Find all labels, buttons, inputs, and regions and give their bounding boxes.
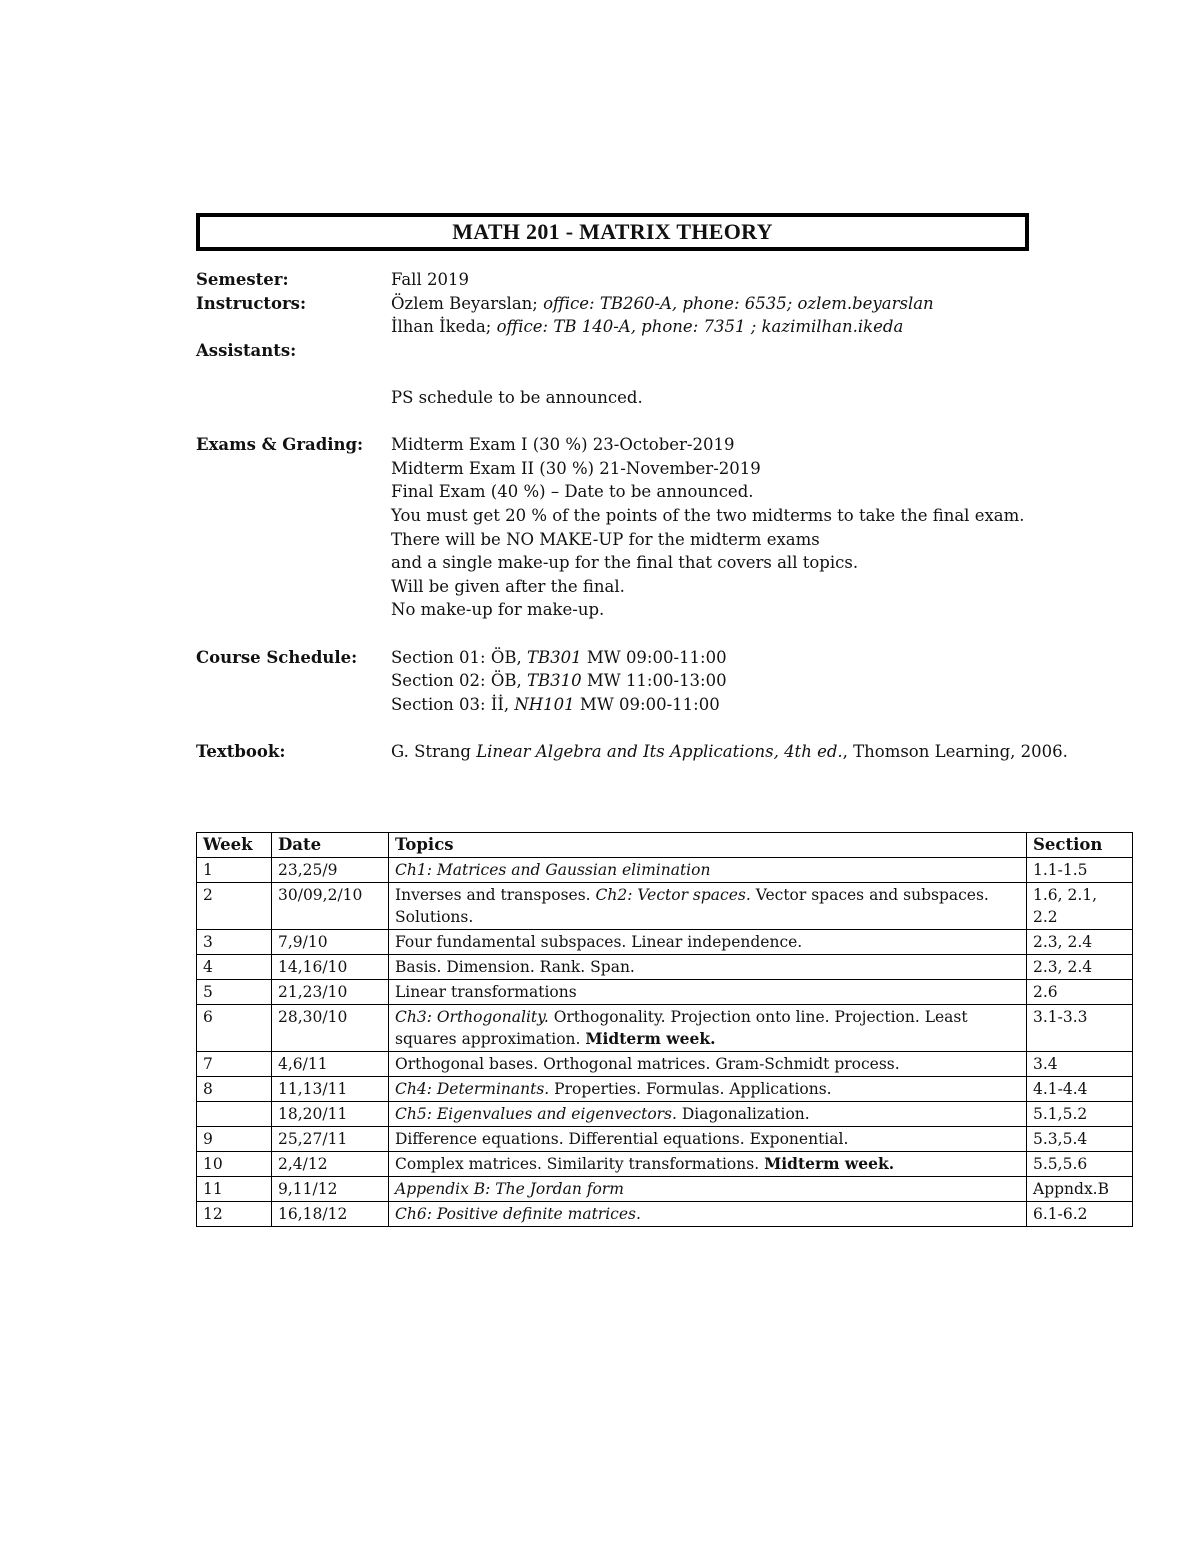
week-cell: 10: [197, 1152, 272, 1177]
table-row: [197, 955, 1133, 980]
semester-label: Semester:: [196, 270, 289, 289]
date-cell: 18,20/11: [272, 1102, 389, 1127]
section-3: [391, 693, 720, 717]
topics-cell: [389, 1052, 1027, 1077]
topic-segment: Properties. Formulas. Applications.: [549, 1080, 832, 1098]
header-date: Date: [272, 833, 389, 858]
section-cell: 6.1-6.2: [1027, 1202, 1133, 1227]
section-3-label: Section 03: İİ,: [391, 694, 515, 714]
table-row: [197, 858, 1133, 883]
textbook-label: Textbook:: [196, 741, 286, 761]
assistants-label: Assistants:: [196, 340, 297, 360]
instructors-label: Instructors:: [196, 293, 307, 313]
date-cell: 14,16/10: [272, 955, 389, 980]
weekly-schedule-table: [196, 832, 1133, 1227]
section-cell: 1.1-1.5: [1027, 858, 1133, 883]
section-3-room: NH101: [514, 694, 575, 714]
topic-segment: Appendix B: The Jordan form: [395, 1180, 624, 1198]
table-row: [197, 1177, 1133, 1202]
section-cell: 2.3, 2.4: [1027, 930, 1133, 955]
table-header-row: [197, 833, 1133, 858]
section-1-label: Section 01: ÖB,: [391, 647, 527, 667]
exam-line: Midterm Exam I (30 %) 23-October-2019: [391, 435, 735, 455]
exam-line: and a single make-up for the final that covers all topics.: [391, 553, 859, 573]
table-row: [197, 980, 1133, 1005]
textbook-title: Linear Algebra and Its Applications, 4th ed.: [476, 741, 843, 761]
section-1-time: MW 09:00-11:00: [581, 647, 727, 667]
topic-segment: Vector spaces and subspaces. Solutions.: [395, 886, 989, 926]
section-2-room: TB310: [526, 671, 582, 691]
table-row: [197, 1127, 1133, 1152]
topic-segment: Ch3: Orthogonality.: [395, 1008, 549, 1026]
topic-segment: Ch5: Eigenvalues and eigenvectors.: [395, 1105, 677, 1123]
exam-line: No make-up for make-up.: [391, 600, 605, 620]
section-2-label: Section 02: ÖB,: [391, 671, 527, 691]
topic-segment: Ch4: Determinants.: [395, 1080, 550, 1098]
table-row: [197, 883, 1133, 930]
instructor-2-detail: office: TB 140-A, phone: 7351 ; kazimilhan.ikeda: [496, 317, 904, 337]
exam-line: Final Exam (40 %) – Date to be announced.: [391, 482, 754, 502]
section-3-time: MW 09:00-11:00: [574, 694, 720, 714]
section-cell: 3.1-3.3: [1027, 1005, 1133, 1052]
header-section: Section: [1027, 833, 1133, 858]
section-1-room: TB301: [526, 647, 582, 667]
header-topics: Topics: [389, 833, 1027, 858]
course-title-box: [196, 213, 1029, 251]
ps-schedule: PS schedule to be announced.: [391, 387, 643, 407]
topics-cell: [389, 1005, 1027, 1052]
date-cell: 28,30/10: [272, 1005, 389, 1052]
topic-segment: Midterm week.: [585, 1029, 716, 1048]
topic-segment: Orthogonal bases. Orthogonal matrices. Gram-Schmidt process.: [395, 1055, 900, 1073]
topic-segment: Four fundamental subspaces. Linear independence.: [395, 933, 803, 951]
table-row: [197, 1005, 1133, 1052]
topic-segment: Linear transformations: [395, 983, 577, 1001]
instructor-1: [391, 292, 934, 316]
date-cell: 9,11/12: [272, 1177, 389, 1202]
exam-line: You must get 20 % of the points of the two midterms to take the final exam.: [391, 505, 1025, 525]
topics-cell: [389, 883, 1027, 930]
date-cell: 7,9/10: [272, 930, 389, 955]
week-cell: 8: [197, 1077, 272, 1102]
section-2: [391, 669, 727, 693]
week-cell: 1: [197, 858, 272, 883]
week-cell: 4: [197, 955, 272, 980]
topics-cell: [389, 858, 1027, 883]
section-cell: 5.3,5.4: [1027, 1127, 1133, 1152]
semester-value: Fall 2019: [391, 270, 469, 289]
topics-cell: [389, 1177, 1027, 1202]
date-cell: 11,13/11: [272, 1077, 389, 1102]
topics-cell: [389, 1127, 1027, 1152]
topic-segment: Orthogonality. Projection onto line. Projection. Least squares approximation.: [395, 1008, 968, 1048]
topics-cell: [389, 1202, 1027, 1227]
topics-cell: [389, 1102, 1027, 1127]
table-row: [197, 1152, 1133, 1177]
section-cell: Appndx.B: [1027, 1177, 1133, 1202]
topics-cell: [389, 1152, 1027, 1177]
topic-segment: Ch6: Positive definite matrices.: [395, 1205, 641, 1223]
section-1: [391, 646, 727, 670]
topic-segment: Inverses and transposes.: [395, 886, 596, 904]
textbook-value: [391, 740, 1068, 764]
week-cell: 5: [197, 980, 272, 1005]
date-cell: 2,4/12: [272, 1152, 389, 1177]
date-cell: 21,23/10: [272, 980, 389, 1005]
week-cell: 7: [197, 1052, 272, 1077]
section-cell: 3.4: [1027, 1052, 1133, 1077]
topic-segment: Complex matrices. Similarity transformations.: [395, 1155, 765, 1173]
topic-segment: Ch2: Vector spaces.: [595, 886, 751, 904]
date-cell: 16,18/12: [272, 1202, 389, 1227]
instructor-2-name: İlhan İkeda;: [391, 317, 497, 337]
course-title: MATH 201 - MATRIX THEORY: [452, 219, 773, 244]
table-row: [197, 1077, 1133, 1102]
topic-segment: Diagonalization.: [676, 1105, 810, 1123]
section-2-time: MW 11:00-13:00: [581, 671, 727, 691]
section-cell: 5.5,5.6: [1027, 1152, 1133, 1177]
week-cell: 12: [197, 1202, 272, 1227]
date-cell: 23,25/9: [272, 858, 389, 883]
table-row: [197, 1052, 1133, 1077]
instructor-2: [391, 315, 903, 339]
week-cell: 6: [197, 1005, 272, 1052]
table-body: [197, 858, 1133, 1227]
date-cell: 30/09,2/10: [272, 883, 389, 930]
exams-label: Exams & Grading:: [196, 435, 364, 455]
exam-line: There will be NO MAKE-UP for the midterm exams: [391, 529, 820, 549]
textbook-author: G. Strang: [391, 741, 477, 761]
instructor-1-detail: office: TB260-A, phone: 6535; ozlem.beyarslan: [543, 293, 934, 313]
table-row: [197, 930, 1133, 955]
instructor-1-name: Özlem Beyarslan;: [391, 293, 544, 313]
topic-segment: Basis. Dimension. Rank. Span.: [395, 958, 635, 976]
course-schedule-label: Course Schedule:: [196, 647, 358, 667]
topic-segment: Midterm week.: [764, 1154, 895, 1173]
exam-line: Will be given after the final.: [391, 576, 625, 596]
textbook-publisher: , Thomson Learning, 2006.: [842, 741, 1068, 761]
section-cell: 2.3, 2.4: [1027, 955, 1133, 980]
date-cell: 25,27/11: [272, 1127, 389, 1152]
section-cell: 4.1-4.4: [1027, 1077, 1133, 1102]
table-row: [197, 1202, 1133, 1227]
table-row: [197, 1102, 1133, 1127]
week-cell: 11: [197, 1177, 272, 1202]
header-week: Week: [197, 833, 272, 858]
topics-cell: [389, 930, 1027, 955]
topic-segment: Difference equations. Differential equations. Exponential.: [395, 1130, 849, 1148]
section-cell: 1.6, 2.1, 2.2: [1027, 883, 1133, 930]
week-cell: [197, 1102, 272, 1127]
week-cell: 9: [197, 1127, 272, 1152]
topics-cell: [389, 1077, 1027, 1102]
date-cell: 4,6/11: [272, 1052, 389, 1077]
topics-cell: [389, 955, 1027, 980]
section-cell: 2.6: [1027, 980, 1133, 1005]
topic-segment: Ch1: Matrices and Gaussian elimination: [395, 861, 711, 879]
week-cell: 2: [197, 883, 272, 930]
section-cell: 5.1,5.2: [1027, 1102, 1133, 1127]
exam-line: Midterm Exam II (30 %) 21-November-2019: [391, 458, 761, 478]
topics-cell: [389, 980, 1027, 1005]
week-cell: 3: [197, 930, 272, 955]
